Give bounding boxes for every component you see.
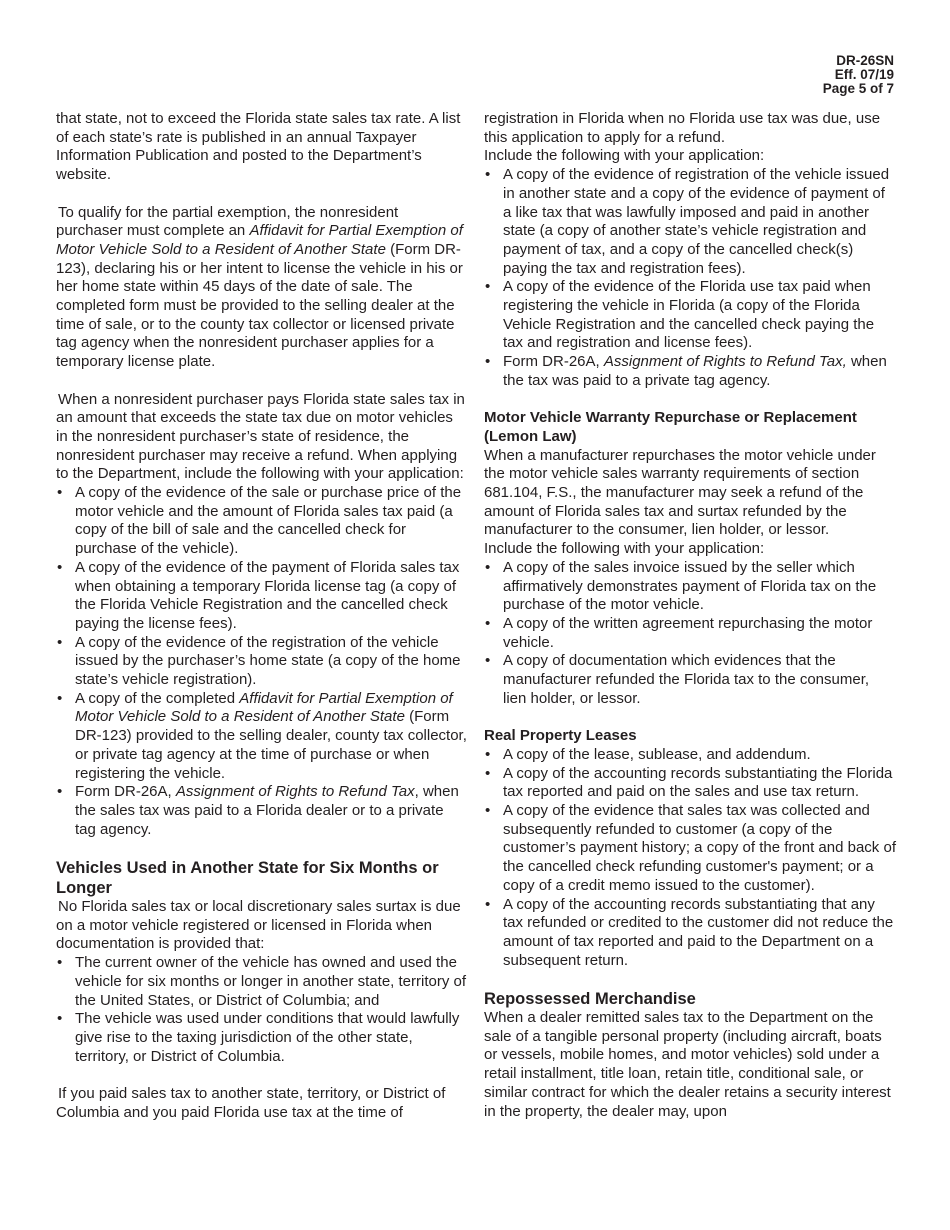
- list-item: • Form DR-26A, Assignment of Rights to Refund Tax, when the tax was paid to a private tag agency.: [485, 353, 887, 389]
- paragraph-include-following: Include the following with your application:: [484, 540, 765, 558]
- heading-repossessed-merchandise: Repossessed Merchandise: [484, 990, 696, 1008]
- right-column: [484, 110, 896, 1121]
- list-item: • A copy of the evidence of the payment of Florida sales tax when obtaining a temporary Florida license tag (a copy of the Florida Vehicle Registration and the cancelled check paying the license fees).: [57, 558, 460, 632]
- paragraph-state-rate: that state, not to exceed the Florida state sales tax rate. A list of each state’s rate is published in an annual Taxpayer Information Publication and posted to the Department’s website.: [56, 110, 461, 184]
- list-item: • A copy of the lease, sublease, and addendum.: [485, 745, 811, 763]
- paragraph-dealer-remitted: When a dealer remitted sales tax to the Department on the sale of a tangible personal property (including aircraft, boats or vessels, mobile homes, and motor vehicles) sold under a retail installment, title loan, retain title, conditional sale, or similar contract for which the dealer retains a security interest in the property, the dealer may, upon: [484, 1009, 891, 1120]
- paragraph-no-sales-tax: No Florida sales tax or local discretionary sales surtax is due on a motor vehicle registered or licensed in Florida when documentation is provided that:: [56, 898, 461, 953]
- list-item: • The vehicle was used under conditions that would lawfully give rise to the taxing jurisdiction of the other state, territory, or District of Columbia.: [57, 1010, 460, 1065]
- list-item: • A copy of documentation which evidences that the manufacturer refunded the Florida tax to the consumer, lien holder, or lessor.: [485, 652, 870, 707]
- list-item: • The current owner of the vehicle has owned and used the vehicle for six months or longer in another state, territory of the United States, or District of Columbia; and: [57, 954, 467, 1009]
- effective-date: Eff. 07/19: [834, 67, 894, 82]
- paragraph-paid-another-state: If you paid sales tax to another state, territory, or District of Columbia and you paid Florida use tax at the time of: [56, 1085, 446, 1121]
- list-item: • A copy of the evidence that sales tax was collected and subsequently refunded to customer (a copy of the customer’s payment history; a copy of the front and back of the cancelled check refunding customer's payment; or a copy of a credit memo issued to the customer).: [485, 801, 896, 894]
- six-months-conditions-list: [56, 954, 468, 1066]
- list-item: • A copy of the written agreement repurchasing the motor vehicle.: [485, 614, 873, 651]
- paragraph-registration-refund: registration in Florida when no Florida use tax was due, use this application to apply for a refund.: [484, 110, 881, 146]
- heading-vehicles-another-state: Vehicles Used in Another State for Six Months or Longer: [56, 859, 439, 898]
- list-item: • A copy of the accounting records substantiating the Florida tax reported and paid on the sales and use tax return.: [485, 764, 893, 801]
- form-number: DR-26SN: [836, 53, 894, 68]
- affidavit-title: Affidavit for Partial Exemption of Motor Vehicle Sold to a Resident of Another State: [56, 222, 463, 258]
- heading-real-property-leases: Real Property Leases: [484, 727, 637, 745]
- page-number: Page 5 of 7: [822, 81, 894, 96]
- nonresident-requirements-list: [56, 484, 468, 839]
- paragraph-include-following: Include the following with your application:: [484, 147, 765, 165]
- list-item: • A copy of the evidence of the Florida use tax paid when registering the vehicle in Florida (a copy of the Florida Vehicle Registration and the cancelled check paying the tax and registration and license fees).: [485, 278, 875, 352]
- list-item: • A copy of the evidence of the registration of the vehicle issued by the purchaser’s home state (a copy of the home state’s vehicle registration).: [57, 633, 461, 689]
- paragraph-nonresident-refund: When a nonresident purchaser pays Florida state sales tax in an amount that exceeds the state tax due on motor vehicles in the nonresident purchaser’s state of residence, the nonresident purchaser may receive a refund. When applying to the Department, include the following with your application:: [56, 390, 465, 483]
- list-item: • A copy of the evidence of the sale or purchase price of the motor vehicle and the amount of Florida sales tax paid (a copy of the bill of sale and the cancelled check for purchase of the vehicle).: [57, 484, 462, 558]
- paragraph-partial-exemption: To qualify for the partial exemption, the nonresident purchaser must complete an Affidavit for Partial Exemption of Motor Vehicle Sold to a Resident of Another State (Form DR-123), declaring his or her intent to license the vehicle in his or her home state within 45 days of the date of sale. The completed form must be provided to the selling dealer at the time of sale, or to the county tax collector or licensed private tag agency when the nonresident purchaser applies for a temporary license plate.: [56, 203, 463, 371]
- lemon-law-requirements-list: [484, 559, 896, 709]
- list-item: • A copy of the sales invoice issued by the seller which affirmatively demonstrates payment of Florida tax on the purchase of the motor vehicle.: [485, 558, 877, 614]
- registration-requirements-list: [484, 166, 896, 390]
- list-item: • Form DR-26A, Assignment of Rights to Refund Tax, when the sales tax was paid to a Florida dealer or to a private tag agency.: [57, 783, 459, 838]
- left-column: [56, 110, 468, 1123]
- list-item: • A copy of the completed Affidavit for Partial Exemption of Motor Vehicle Sold to a Resident of Another State (Form DR-123) provided to the selling dealer, county tax collector, or private tag agency at the time of purchase or when registering the vehicle.: [57, 689, 467, 782]
- heading-lemon-law: Motor Vehicle Warranty Repurchase or Replacement (Lemon Law): [484, 409, 857, 445]
- form-header: [823, 54, 894, 96]
- real-property-requirements-list: [484, 746, 896, 970]
- paragraph-manufacturer-repurchase: When a manufacturer repurchases the motor vehicle under the motor vehicle sales warranty requirements of section 681.104, F.S., the manufacturer may seek a refund of the amount of Florida sales tax and surtax refunded by the manufacturer to the consumer, lien holder, or lessor.: [484, 446, 876, 539]
- list-item: • A copy of the evidence of registration of the vehicle issued in another state and a copy of the evidence of payment of a like tax that was lawfully imposed and paid in another state (a copy of another state’s vehicle registration and payment of tax, and a copy of the cancelled check(s) paying the tax and registration fees).: [485, 166, 890, 277]
- list-item: • A copy of the accounting records substantiating that any tax refunded or credited to the customer did not reduce the amount of tax reported and paid to the Department on a subsequent return.: [485, 895, 894, 969]
